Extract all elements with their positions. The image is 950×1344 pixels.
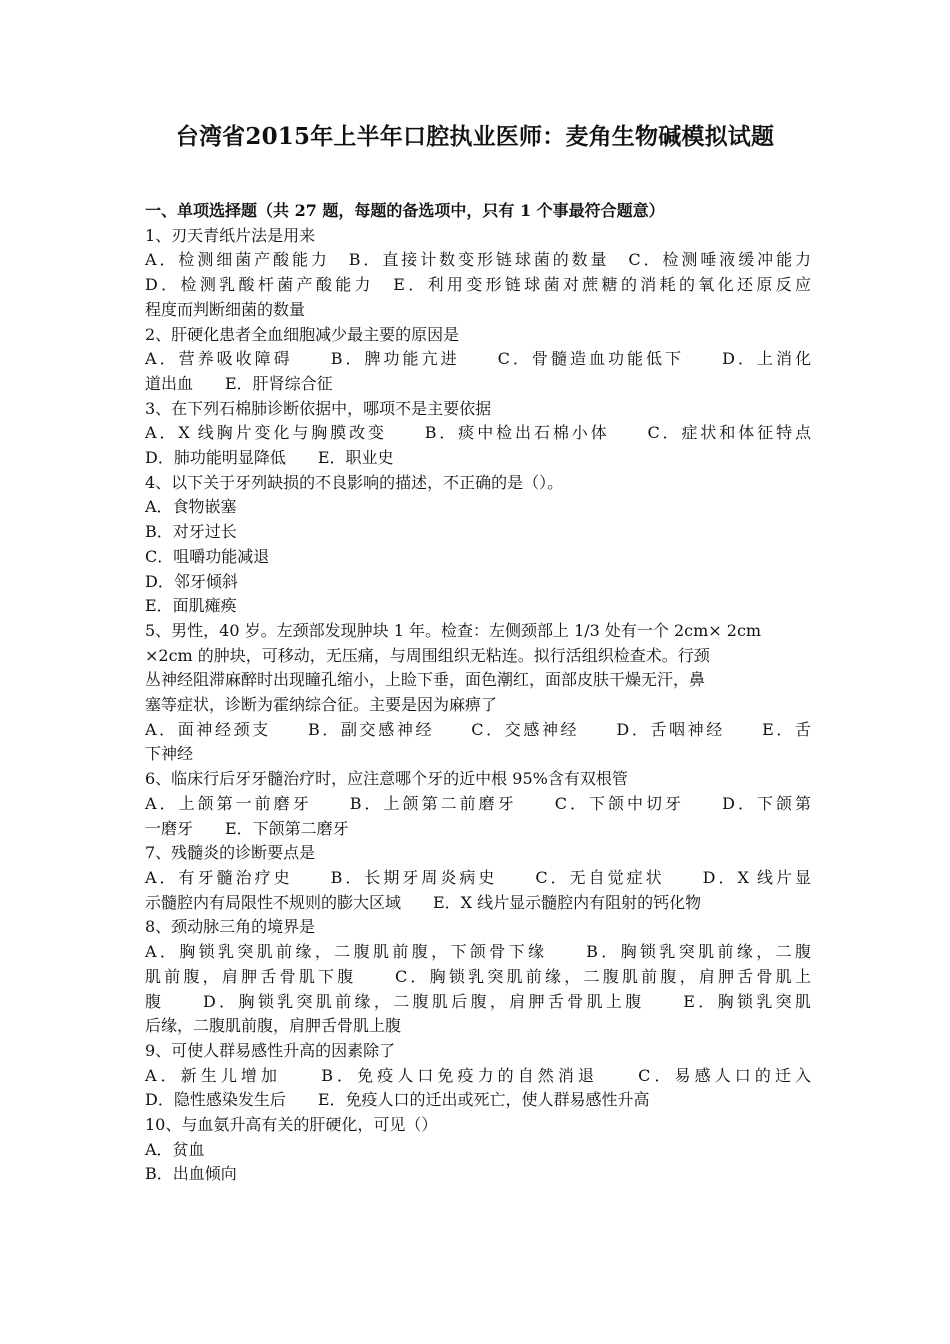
question-options: A．新生儿增加 B．免疫人口免疫力的自然消退 C．易感人口的迁入 [145,1065,811,1085]
answer-option: B．对牙过长 [145,522,237,542]
question-stem: 塞等症状，诊断为霍纳综合征。主要是因为麻痹了 [145,695,498,715]
question-9 [145,1039,811,1113]
question-1 [145,224,811,323]
question-stem: 丛神经阻滞麻醉时出现瞳孔缩小，上睑下垂，面色潮红，面部皮肤干燥无汗，鼻 [145,670,706,690]
question-stem: 2、肝硬化患者全血细胞减少最主要的原因是 [145,324,460,344]
question-6 [145,767,811,841]
question-options: D．肺功能明显降低 E．职业史 [145,448,394,468]
section-heading: 一、单项选择题（共 27 题，每题的备选项中，只有 1 个事最符合题意） [145,201,665,220]
answer-option: A．食物嵌塞 [145,497,237,517]
question-stem: 3、在下列石棉肺诊断依据中，哪项不是主要依据 [145,398,492,418]
exam-content [145,199,811,1187]
question-stem: 10、与血氨升高有关的肝硬化，可见（） [145,1115,438,1135]
question-options: D．隐性感染发生后 E．免疫人口的迁出或死亡，使人群易感性升高 [145,1090,650,1110]
question-stem: 6、临床行后牙牙髓治疗时，应注意哪个牙的近中根 95%含有双根管 [145,769,628,789]
question-stem: 1、刃天青纸片法是用来 [145,225,316,245]
answer-option: D．邻牙倾斜 [145,571,238,591]
question-stem: ×2cm 的肿块，可移动，无压痛，与周围组织无粘连。拟行活组织检查术。行颈 [145,645,710,665]
question-options: A．上颌第一前磨牙 B．上颌第二前磨牙 C．下颌中切牙 D．下颌第 [145,793,811,813]
question-5 [145,619,811,767]
question-stem: 8、颈动脉三角的境界是 [145,917,316,937]
question-options: A．X 线胸片变化与胸膜改变 B．痰中检出石棉小体 C．症状和体征特点 [145,423,811,443]
answer-option: C．咀嚼功能减退 [145,546,270,566]
question-stem: 9、可使人群易感性升高的因素除了 [145,1040,396,1060]
question-stem: 7、残髓炎的诊断要点是 [145,843,316,863]
question-options: A．营养吸收障碍 B．脾功能亢进 C．骨髓造血功能低下 D．上消化 [145,349,811,369]
question-options: 下神经 [145,744,194,764]
question-10 [145,1113,811,1187]
question-options: 示髓腔内有局限性不规则的膨大区域 E．X 线片显示髓腔内有阻射的钙化物 [145,892,702,912]
question-stem: 5、男性，40 岁。左颈部发现肿块 1 年。检查：左侧颈部上 1/3 处有一个 2cm× 2cm [145,620,762,640]
answer-option: B．出血倾向 [145,1164,237,1184]
question-options: A．检测细菌产酸能力 B．直接计数变形链球菌的数量 C．检测唾液缓冲能力 [145,250,811,270]
question-8 [145,915,811,1039]
question-options: 肌前腹，肩胛舌骨肌下腹 C．胸锁乳突肌前缘，二腹肌前腹，肩胛舌骨肌上 [145,966,811,986]
question-options: A．面神经颈支 B．副交感神经 C．交感神经 D．舌咽神经 E．舌 [145,719,811,739]
question-options: 腹 D．胸锁乳突肌前缘，二腹肌后腹，肩胛舌骨肌上腹 E．胸锁乳突肌 [145,991,811,1011]
question-options: A．胸锁乳突肌前缘，二腹肌前腹，下颌骨下缘 B．胸锁乳突肌前缘，二腹 [145,942,811,962]
answer-option: E．面肌瘫痪 [145,596,237,616]
question-options: A．有牙髓治疗史 B．长期牙周炎病史 C．无自觉症状 D．X 线片显 [145,867,811,887]
question-options: 道出血 E．肝肾综合征 [145,373,333,393]
question-options: D．检测乳酸杆菌产酸能力 E．利用变形链球菌对蔗糖的消耗的氧化还原反应 [145,275,811,295]
question-options: 一磨牙 E．下颌第二磨牙 [145,818,349,838]
document-title: 台湾省2015年上半年口腔执业医师：麦角生物碱模拟试题 [175,123,775,150]
question-3 [145,397,811,471]
question-list [145,224,811,1187]
question-options: 后缘，二腹肌前腹，肩胛舌骨肌上腹 [145,1016,402,1036]
answer-option: A．贫血 [145,1139,205,1159]
question-4 [145,471,811,619]
question-options: 程度而判断细菌的数量 [145,299,306,319]
question-7 [145,841,811,915]
question-2 [145,323,811,397]
question-stem: 4、以下关于牙列缺损的不良影响的描述，不正确的是（）。 [145,472,564,492]
